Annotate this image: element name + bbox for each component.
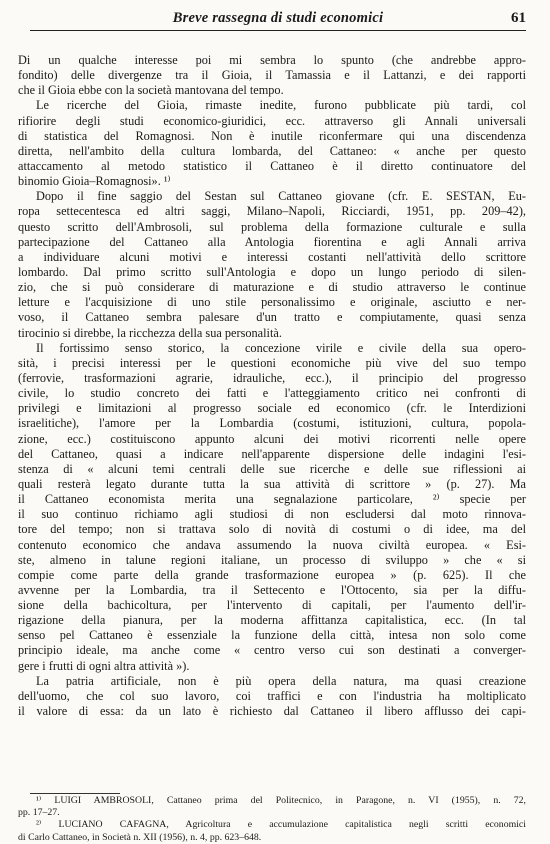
text-line: avvenne per la Lombardia, tra il Settecento e l'Ottocento, sia per la diffu- xyxy=(18,582,526,597)
text-line: La patria artificiale, non è più opera della natura, ma quasi creazione xyxy=(36,673,526,688)
text-line: israelitiche), l'amore per la Lombardia (costumi, istituzioni, cultura, popola- xyxy=(18,416,526,431)
text-line: binomio Gioia–Romagnosi». ¹⁾ xyxy=(18,174,171,189)
text-line: privilegi e limitazioni al progresso sociale ed economico (cfr. le Interdizioni xyxy=(18,401,526,416)
text-line: ropa settecentesca ed altri saggi, Milano–Napoli, Ricciardi, 1951, pp. 209–42), xyxy=(18,204,526,219)
text-line: voso, il Cattaneo sembra palesare d'un tratto e compiutamente, quasi senza xyxy=(18,310,526,325)
footnote-line: pp. 17–27. xyxy=(18,807,60,819)
footnote-line: ²⁾ LUCIANO CAFAGNA, Agricoltura e accumulazione capitalistica negli scritti economici xyxy=(36,819,526,831)
text-line: rigazione della pianura, per la moderna affittanza capitalistica, ecc. (In tal xyxy=(18,613,526,628)
text-line: il suo continuo richiamo agli studiosi di non escludersi dal moto rinnova- xyxy=(18,507,526,522)
header-rule xyxy=(30,30,526,31)
text-line: ste, almeno in talune regioni italiane, un processo di sviluppo » che « si xyxy=(18,552,526,567)
text-line: rifiorire degli studi economico-giuridici, ecc. attraverso gli Annali universali xyxy=(18,113,526,128)
page-number: 61 xyxy=(511,10,526,26)
text-line: contenuto economico che andava assumendo la nuova civiltà europea. « Esi- xyxy=(18,537,526,552)
text-line: zio, che si può considerare di maturazione e di studio attraverso le continue xyxy=(18,280,526,295)
text-line: fondito) delle divergenze tra il Gioia, il Tamassia e il Lattanzi, e dei rapporti xyxy=(18,68,526,83)
text-line: che il Gioia ebbe con la società mantovana del tempo. xyxy=(18,83,284,98)
body-text xyxy=(18,53,526,719)
footnote-rule xyxy=(30,793,120,794)
text-line: diretta, nell'ambito della cultura lombarda, del Cattaneo: « anche per questo xyxy=(18,143,526,158)
footnotes xyxy=(18,795,526,844)
text-line: partecipazione del Cattaneo alla Antologia fiorentina e agli Annali arriva xyxy=(18,234,526,249)
text-line: dell'uomo, che col suo lavoro, coi traffici e con l'industria ha moltiplicato xyxy=(18,688,526,703)
text-line: civile, lo studio concreto dei fatti e l'atteggiamento critico nei confronti di xyxy=(18,386,526,401)
text-line: stenza di « alcuni temi centrali delle sue ricerche e delle sue riflessioni ai xyxy=(18,461,526,476)
text-line: il valore di essa: da un lato è richiesto dal Cattaneo il libero afflusso dei capi- xyxy=(18,704,526,719)
text-line: compie come parte della grande trasformazione europea » (p. 625). Il che xyxy=(18,567,526,582)
text-line: il Cattaneo economista merita una segnalazione particolare, ²⁾ specie per xyxy=(18,492,526,507)
footnote-line: ¹⁾ LUIGI AMBROSOLI, Cattaneo prima del Politecnico, in Paragone, n. VI (1955), n. 72, xyxy=(36,795,526,806)
text-line: tirocinio si direbbe, la ricchezza della sua personalità. xyxy=(18,325,282,340)
running-title: Breve rassegna di studi economici xyxy=(172,10,384,26)
text-line: Di un qualche interesse poi mi sembra lo spunto (che andrebbe appro- xyxy=(18,53,526,67)
running-header xyxy=(30,8,526,30)
text-line: quali resterà legato durante tutta la sua attività di scrittore » (p. 27). Ma xyxy=(18,476,526,491)
text-line: sità, i precisi interessi per le questioni economiche più vive del suo tempo xyxy=(18,355,526,370)
text-line: a individuare alcuni motivi e interessi costanti nell'attività dello scrittore xyxy=(18,249,526,264)
text-line: lombardo. Dal primo scritto sull'Antologia e dopo un lungo periodo di silen- xyxy=(18,264,526,279)
text-line: Le ricerche del Gioia, rimaste inedite, furono pubblicate più tardi, col xyxy=(36,98,526,113)
text-line: letture e l'acquisizione di uno stile personalissimo e originale, asciutto e ner- xyxy=(18,295,526,310)
text-line: Dopo il fine saggio del Sestan sul Cattaneo giovane (cfr. E. SESTAN, Eu- xyxy=(36,189,526,204)
text-line: questo scritto dell'Ambrosoli, sul problema della formazione culturale e sulla xyxy=(18,219,526,234)
text-line: di statistica del Romagnosi. Non è inutile riconfermare qui una discendenza xyxy=(18,128,526,143)
text-line: sione della bachicoltura, per l'intervento di capitali, per l'aumento dell'ir- xyxy=(18,598,526,613)
text-line: principio ideale, ma anche come « centro verso cui son destinati a converger- xyxy=(18,643,526,658)
text-line: del Cattaneo, quasi a indicare nell'apparente dispersione delle indagini l'esi- xyxy=(18,446,526,461)
text-line: Il fortissimo senso storico, la concezione virile e civile della sua opero- xyxy=(36,340,526,355)
text-line: zione, ecc.) costituiscono appunto alcuni dei motivi ricorrenti nelle opere xyxy=(18,431,526,446)
text-line: (ferrovie, trasformazioni agrarie, idrauliche, ecc.), il principio del progresso xyxy=(18,370,526,385)
text-line: attaccamento al metodo statistico il Cattaneo è il diretto continuatore del xyxy=(18,158,526,173)
text-line: tore del tempo; non si trattava solo di novità di costumi o di idee, ma del xyxy=(18,522,526,537)
text-line: senso pel Cattaneo è essenziale la funzione della città, intesa non solo come xyxy=(18,628,526,643)
footnote-line: di Carlo Cattaneo, in Società n. XII (1956), n. 4, pp. 623–648. xyxy=(18,831,262,843)
text-line: gere i frutti di ogni altra attività »). xyxy=(18,658,190,673)
